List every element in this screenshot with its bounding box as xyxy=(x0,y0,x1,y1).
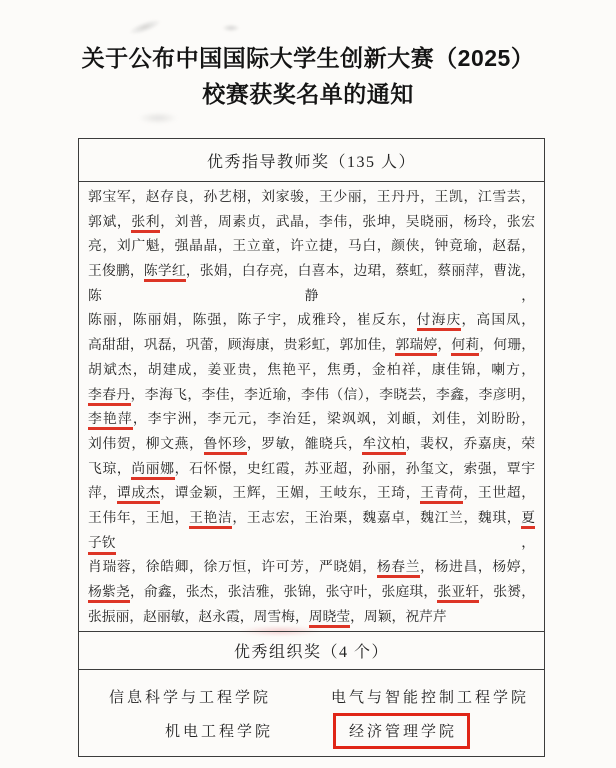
college-name: 信息科学与工程学院 xyxy=(109,690,272,706)
name-text: ， xyxy=(521,534,535,550)
teacher-award-header: 优秀指导教师奖（135 人） xyxy=(79,139,544,182)
name-list-line xyxy=(88,506,535,531)
underlined-name: 张利 xyxy=(131,214,160,233)
name-text: ，张赟， xyxy=(479,584,536,599)
underlined-name: 何莉 xyxy=(451,337,479,356)
name-list-line xyxy=(88,481,535,506)
name-text: ，李海飞，李佳，李近瑜，李伟（信），李晓芸，李鑫，李彦明， xyxy=(130,386,535,402)
name-text: 陈丽，陈丽娟，陈强，陈子宇，成雅玲，崔反东， xyxy=(88,312,417,328)
name-text: 萍， xyxy=(88,485,117,501)
name-list-line xyxy=(88,531,535,556)
name-list-line xyxy=(88,234,535,259)
scan-smudge xyxy=(138,112,178,124)
underlined-name: 杨春兰 xyxy=(377,559,420,578)
name-list-line xyxy=(88,308,535,333)
name-text: ，王世超， xyxy=(463,485,536,501)
name-text: 陈 xyxy=(88,287,102,303)
college-name: 电气与智能控制工程学院 xyxy=(331,690,530,706)
underlined-name: 李春丹 xyxy=(88,387,131,406)
name-text: ，俞鑫，张杰，张洁雅，张锦，张守叶，张庭琪， xyxy=(129,584,438,599)
underlined-name: 谭成杰 xyxy=(117,485,160,504)
name-text: 高甜甜，巩磊，巩蕾，顾海康，贵彩虹，郭加佳， xyxy=(88,337,396,353)
underlined-name: 周晓莹 xyxy=(309,609,350,628)
underlined-name: 尚丽娜 xyxy=(131,461,174,480)
name-list-line xyxy=(88,580,535,605)
underlined-name: 郭瑞婷 xyxy=(395,337,437,356)
name-text: 肖瑞蓉，徐皓卿，徐万恒，许可芳，严晓娟， xyxy=(88,559,377,575)
underlined-name: 杨紫尧 xyxy=(88,584,130,603)
notice-title-line2: 校赛获奖名单的通知 xyxy=(202,81,414,107)
name-list-line xyxy=(88,358,535,383)
name-list-line xyxy=(88,185,535,210)
notice-title-line1: 关于公布中国国际大学生创新大赛（2025） xyxy=(81,45,535,71)
name-text: ，张娟，白存亮，白喜本，边珺，蔡虹，蔡丽萍，曹泷， xyxy=(185,263,536,279)
name-text: ，刘普，周素贞，武晶，李伟，张坤，吴晓丽，杨玲，张宏 xyxy=(160,213,536,229)
name-text: ，石怀憬，史红霞，苏亚超，孙丽，孙玺文，索强，覃宇 xyxy=(174,460,536,476)
name-list-line xyxy=(88,457,535,482)
name-list-line xyxy=(88,259,535,284)
teacher-name-lines xyxy=(79,182,544,632)
awards-table xyxy=(78,138,545,757)
college-name: 机电工程学院 xyxy=(165,724,274,740)
name-list-line xyxy=(88,407,535,432)
underlined-name: 夏 xyxy=(521,510,535,529)
underlined-name: 张亚轩 xyxy=(437,584,479,603)
name-text: 王俊鹏， xyxy=(88,263,144,279)
name-text: ，裴权，乔嘉庚，荣 xyxy=(405,435,536,451)
name-text: ， xyxy=(521,287,535,303)
underlined-name: 子钦 xyxy=(88,531,116,556)
underlined-name: 王艳洁 xyxy=(189,510,232,529)
name-text: 亮，刘广魁，强晶晶，王立童，许立捷，马白，颜侠，钟竟瑜，赵磊， xyxy=(88,238,535,254)
name-list-line xyxy=(88,432,535,457)
name-text: 胡斌杰，胡建成，姜亚贵，焦艳平，焦勇，金柏祥，康佳锦，喇方， xyxy=(88,361,535,377)
name-text: ，何珊， xyxy=(479,337,536,353)
name-text: 飞琼， xyxy=(88,460,132,476)
name-text: ，高国凤， xyxy=(461,312,536,328)
org-award-header: 优秀组织奖（4 个） xyxy=(79,632,544,670)
name-list-line xyxy=(88,605,535,630)
name-text: ，李宇洲，李元元，李治廷，梁飒飒，刘頔，刘佳，刘盼盼， xyxy=(132,411,536,427)
name-list-line xyxy=(88,333,535,358)
underlined-name: 付海庆 xyxy=(417,312,462,331)
name-text: ，谭金颖，王辉，王媚，王岐东，王琦， xyxy=(160,485,421,501)
underlined-name: 陈学红 xyxy=(144,263,186,282)
name-text: ， xyxy=(437,337,452,353)
name-text: 张振丽，赵丽敏，赵永霞，周雪梅， xyxy=(88,608,309,624)
name-text: ，杨进昌，杨婷， xyxy=(420,559,536,575)
name-text: 王伟年，王旭， xyxy=(88,509,190,525)
name-text: 刘伟贺，柳文燕， xyxy=(88,435,204,451)
name-text: 郭斌， xyxy=(88,213,132,229)
name-text: 静 xyxy=(304,287,319,303)
college-name-boxed: 经济管理学院 xyxy=(333,713,470,749)
name-text: ，罗敏，雒晓兵， xyxy=(246,435,363,451)
name-text: ，王志宏，王治栗，魏嘉卓，魏江兰，魏琪， xyxy=(232,509,522,525)
underlined-name: 王青荷 xyxy=(420,485,463,504)
name-list-line xyxy=(88,555,535,580)
underlined-name: 牟汶柏 xyxy=(362,436,405,455)
name-list-line xyxy=(88,383,535,408)
notice-title xyxy=(0,0,616,112)
colleges-section xyxy=(79,670,544,756)
name-text: ，周颖，祝芹芹 xyxy=(350,608,447,624)
name-text: 郭宝军，赵存良，孙艺栩，刘家骏，王少丽，王丹丹，王凯，江雪芸， xyxy=(88,189,535,204)
name-list-line xyxy=(88,284,535,309)
underlined-name: 李艳萍 xyxy=(88,411,133,430)
name-list-line xyxy=(88,210,535,235)
underlined-name: 鲁怀珍 xyxy=(204,436,247,455)
